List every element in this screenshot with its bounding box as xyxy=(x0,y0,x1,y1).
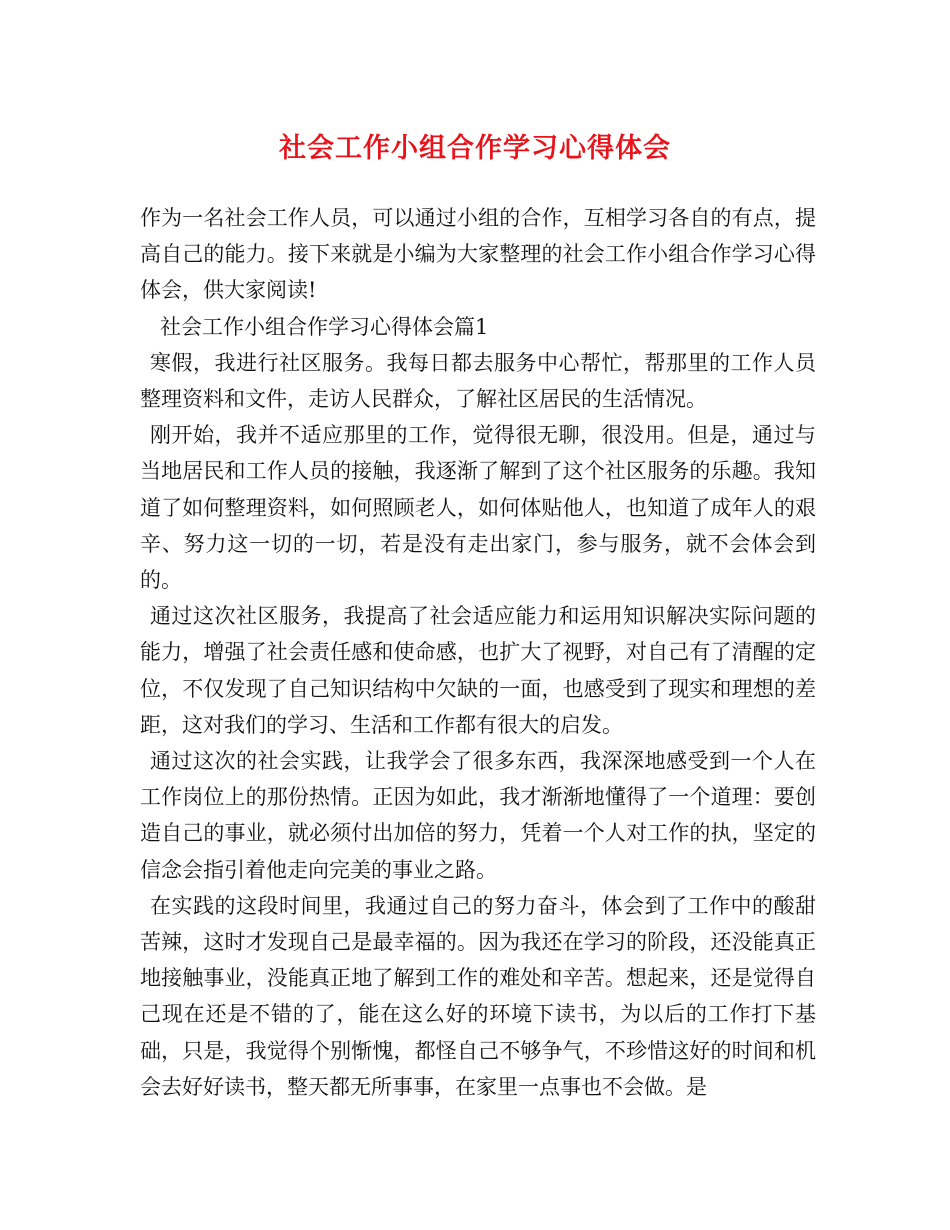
body-paragraph: 通过这次的社会实践，让我学会了很多东西，我深深地感受到一个人在工作岗位上的那份热情。正因为如此，我才渐渐地懂得了一个道理：要创造自己的事业，就必须付出加倍的努力，凭着一个人对工作的执，坚定的信念会指引着他走向完美的事业之路。 xyxy=(140,749,816,882)
body-paragraph: 在实践的这段时间里，我通过自己的努力奋斗，体会到了工作中的酸甜苦辣，这时才发现自己是最幸福的。因为我还在学习的阶段，还没能真正地接触事业，没能真正地了解到工作的难处和辛苦。想起来，还是觉得自己现在还是不错的了，能在这么好的环境下读书，为以后的工作打下基础，只是，我觉得个别惭愧，都怪自己不够争气，不珍惜这好的时间和机会去好好读书，整天都无所事事，在家里一点事也不会做。是 xyxy=(140,893,816,1099)
document-body xyxy=(140,200,816,1105)
body-paragraph: 寒假，我进行社区服务。我每日都去服务中心帮忙，帮那里的工作人员整理资料和文件，走访人民群众，了解社区居民的生活情况。 xyxy=(140,350,816,412)
body-paragraph: 刚开始，我并不适应那里的工作，觉得很无聊，很没用。但是，通过与当地居民和工作人员的接触，我逐渐了解到了这个社区服务的乐趣。我知道了如何整理资料，如何照顾老人，如何体贴他人，也知道了成年人的艰辛、努力这一切的一切，若是没有走出家门，参与服务，就不会体会到的。 xyxy=(140,423,816,593)
document-title: 社会工作小组合作学习心得体会 xyxy=(279,133,671,164)
body-paragraph: 通过这次社区服务，我提高了社会适应能力和运用知识解决实际问题的能力，增强了社会责任感和使命感，也扩大了视野，对自己有了清醒的定位，不仅发现了自己知识结构中欠缺的一面，也感受到了现实和理想的差距，这对我们的学习、生活和工作都有很大的启发。 xyxy=(140,604,816,737)
intro-paragraph: 作为一名社会工作人员，可以通过小组的合作，互相学习各自的有点，提高自己的能力。接下来就是小编为大家整理的社会工作小组合作学习心得体会，供大家阅读! xyxy=(140,206,816,303)
section-heading: 社会工作小组合作学习心得体会篇1 xyxy=(160,314,489,339)
